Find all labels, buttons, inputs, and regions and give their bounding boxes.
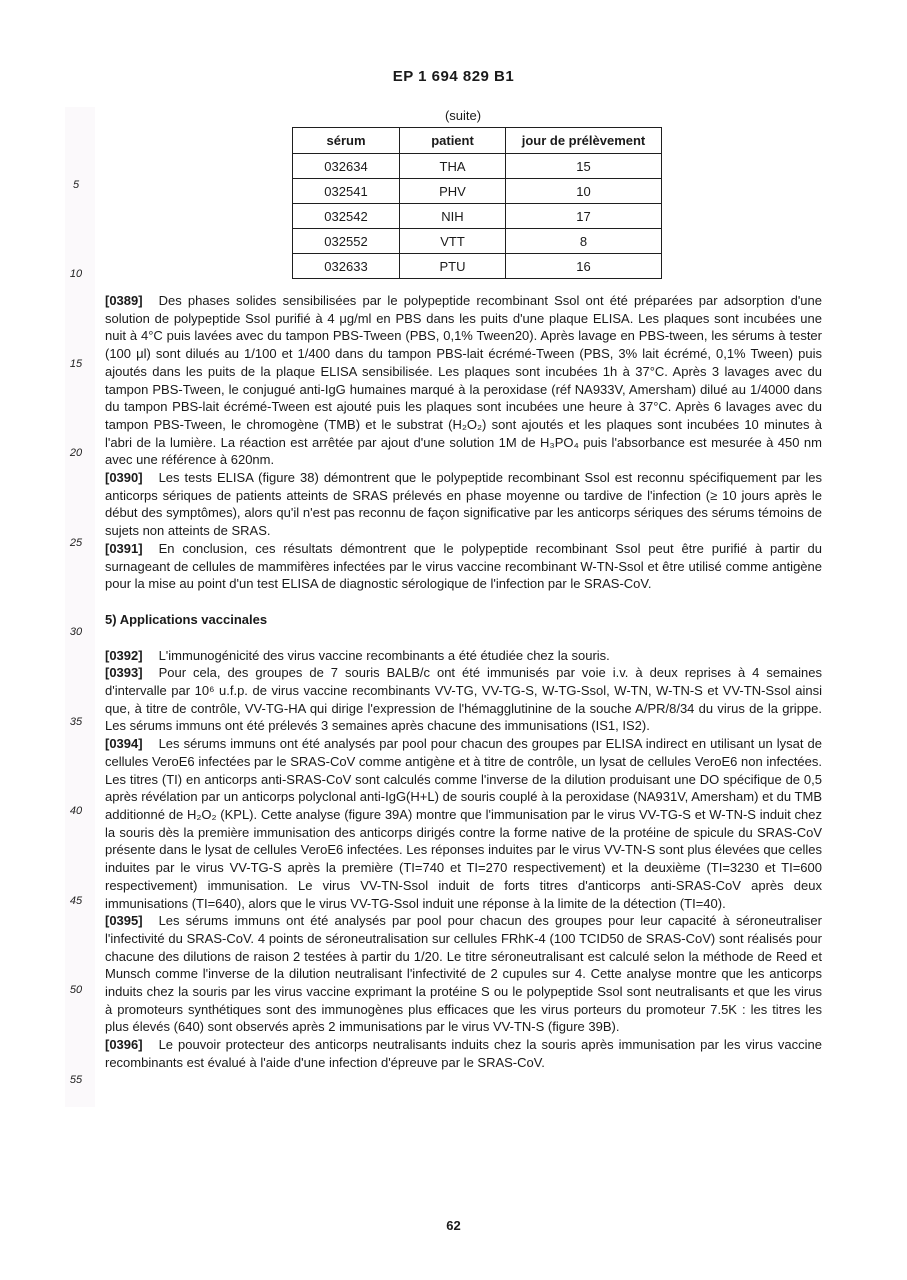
- table-row: [293, 254, 662, 279]
- line-number: 5: [72, 179, 80, 191]
- table-caption: (suite): [444, 108, 482, 123]
- col-header-jour: jour de prélèvement: [506, 128, 662, 154]
- paragraph-number: [0395]: [105, 913, 143, 929]
- cell-serum: 032542: [293, 204, 400, 229]
- patent-number-header: EP 1 694 829 B1: [392, 68, 515, 85]
- cell-jour: 8: [506, 229, 662, 254]
- line-number: 55: [69, 1074, 83, 1086]
- paragraph-0391: [105, 540, 822, 593]
- serum-table: [292, 127, 662, 279]
- paragraph-text: L'immunogénicité des virus vaccine recombinants a été étudiée chez la souris.: [158, 647, 610, 663]
- cell-serum: 032633: [293, 254, 400, 279]
- paragraph-text: Les sérums immuns ont été analysés par pool pour chacun des groupes par ELISA indirect en utilisant un lysat de cellules VeroE6 infectées par le SRAS-CoV comme antigène et à titre de contrôle, un lysat de cellules VeroE6 non infectées. Les titres (TI) en anticorps anti-SRAS-CoV sont calculés comme l'inverse de la dilution produisant une DO spécifique de 0,5 après révélation par un anticorps polyclonal anti-IgG(H+L) de souris couplé à la peroxidase (NA931V, Amersham) et du TMB additionné de H₂O₂ (KPL). Cette analyse (figure 39A) montre que l'immunisation par le virus VV-TG-S et W-TN-S induit chez la souris dès la première immunisation des anticorps dirigés contre la forme native de la protéine de spicule du SRAS-CoV présente dans le lysat de cellules VeroE6 infectées. Les réponses induites par le virus VV-TN-S sont plus élevées que celles induites par le virus VV-TG-S après la première (TI=740 et TI=270 respectivement) et la deuxième (TI=3230 et TI=600 respectivement) immunisation. Le virus VV-TN-Ssol induit de forts titres d'anticorps anti-SRAS-CoV après deux immunisations (TI=640), alors que le virus VV-TG-Ssol induit une réponse à la limite de la détection (TI=40).: [105, 736, 822, 911]
- cell-serum: 032552: [293, 229, 400, 254]
- table-header-row: [293, 128, 662, 154]
- paragraph-0389: [105, 292, 822, 469]
- paragraph-text: En conclusion, ces résultats démontrent que le polypeptide recombinant Ssol peut être purifié à partir du surnageant de cellules de mammifères infectées par le virus vaccine recombinant W-TN-Ssol et être utilisé comme antigène pour la mise au point d'un test ELISA de diagnostic sérologique de l'infection par le SRAS-CoV.: [105, 540, 822, 592]
- line-number: 40: [69, 805, 83, 817]
- cell-serum: 032634: [293, 154, 400, 179]
- paragraph-number: [0393]: [105, 665, 143, 681]
- cell-patient: PHV: [400, 179, 506, 204]
- paragraph-number: [0394]: [105, 736, 143, 752]
- paragraph-text: Des phases solides sensibilisées par le polypeptide recombinant Ssol ont été préparées par adsorption d'une solution de polypeptide Ssol purifié à 4 μg/ml en PBS dans les puits d'une plaque ELISA. Les plaques sont incubées une nuit à 4°C puis lavées avec du tampon PBS-Tween (PBS, 0,1% Tween20). Après lavage en PBS-tween, les sérums à tester (100 μl) sont dilués au 1/100 et 1/400 dans du tampon PBS-lait écrémé-Tween (PBS, 3% lait écrémé, 0,1% Tween) puis ajoutés dans les puits de la plaque ELISA sensibilisée. Les plaques sont incubées 1h à 37°C. Après 3 lavages avec du tampon PBS-Tween, le conjugué anti-IgG humaines marqué à la peroxidase (réf NA933V, Amersham) dilué au 1/4000 dans du tampon PBS-lait écrémé-Tween est ajouté puis les plaques sont incubées une heure à 37°C. Après 6 lavages avec du tampon PBS-Tween, le chromogène (TMB) et le substrat (H₂O₂) sont ajoutés et les plaques sont incubées 10 minutes à l'abri de la lumière. La réaction est arrêtée par ajout d'une solution 1M de H₃PO₄ puis l'absorbance est mesurée à 450 nm avec une référence à 620nm.: [105, 293, 822, 468]
- line-number: 30: [69, 626, 83, 638]
- paragraph-0395: [105, 912, 822, 1036]
- line-number: 25: [69, 537, 83, 549]
- table-row: [293, 229, 662, 254]
- line-number: 10: [69, 268, 83, 280]
- paragraph-number: [0389]: [105, 293, 143, 308]
- line-number: 15: [69, 358, 83, 370]
- paragraph-0390: [105, 469, 822, 540]
- col-header-serum: sérum: [293, 128, 400, 154]
- paragraph-text: Les tests ELISA (figure 38) démontrent que le polypeptide recombinant Ssol est reconnu spécifiquement par les anticorps sériques de patients atteints de SRAS prélevés en phase moyenne ou tardive de l'infection (≥ 10 jours après le début des symptômes), alors qu'il n'est pas reconnu de façon significative par les anticorps sériques des sérums témoins de sujets non atteints de SRAS.: [105, 470, 822, 539]
- paragraph-number: [0392]: [105, 647, 143, 663]
- line-number: 20: [69, 447, 83, 459]
- table-row: [293, 204, 662, 229]
- cell-jour: 15: [506, 154, 662, 179]
- page-number: 62: [446, 1218, 461, 1233]
- table-row: [293, 154, 662, 179]
- section-heading: 5) Applications vaccinales: [105, 611, 268, 627]
- paragraph-text: Le pouvoir protecteur des anticorps neutralisants induits chez la souris après immunisation par les virus vaccine recombinants est évalué à l'aide d'une infection d'épreuve par le SRAS-CoV.: [105, 1037, 822, 1070]
- col-header-patient: patient: [400, 128, 506, 154]
- table-row: [293, 179, 662, 204]
- paragraph-number: [0391]: [105, 540, 143, 556]
- cell-patient: PTU: [400, 254, 506, 279]
- cell-jour: 16: [506, 254, 662, 279]
- cell-jour: 17: [506, 204, 662, 229]
- paragraph-number: [0396]: [105, 1037, 143, 1053]
- line-number: 35: [69, 716, 83, 728]
- paragraph-text: Les sérums immuns ont été analysés par pool pour chacun des groupes pour leur capacité à séroneutraliser l'infectivité du SRAS-CoV. 4 points de séroneutralisation sur cellules FRhK-4 (100 TCID50 de SRAS-CoV) sont réalisés pour chacune des dilutions de raison 2 testées à partir du 1/20. Le titre séroneutralisant est calculé selon la méthode de Reed et Munsch comme l'inverse de la dilution neutralisant l'infectivité de 2 cupules sur 4. Cette analyse montre que les anticorps induits chez la souris par les virus vaccine exprimant la protéine S ou le polypeptide Ssol sont neutralisants et que les virus à promoteurs synthétiques sont des immunogènes plus efficaces que les virus porteurs du promoteur 7.5K : les titres les plus élevés (640) sont observés après 2 immunisations par le virus VV-TN-S (figure 39B).: [105, 913, 822, 1035]
- paragraph-0393: [105, 664, 822, 735]
- cell-patient: VTT: [400, 229, 506, 254]
- paragraph-0396: [105, 1036, 822, 1071]
- paragraph-text: Pour cela, des groupes de 7 souris BALB/c ont été immunisés par voie i.v. à deux reprises à 4 semaines d'intervalle par 10⁶ u.f.p. de virus vaccine recombinants VV-TG, VV-TG-S, W-TG-Ssol, W-TN, W-TN-S et VV-TN-Ssol ainsi que, à titre de contrôle, VV-TG-HA qui dirige l'expression de l'hémagglutinine de la souche A/PR/8/34 du virus de la grippe. Les sérums immuns ont été prélevés 3 semaines après chacune des immunisations (IS1, IS2).: [105, 665, 822, 734]
- line-number: 50: [69, 984, 83, 996]
- cell-patient: NIH: [400, 204, 506, 229]
- cell-patient: THA: [400, 154, 506, 179]
- cell-serum: 032541: [293, 179, 400, 204]
- line-number: 45: [69, 895, 83, 907]
- body-text: [105, 292, 822, 1072]
- paragraph-0392: [105, 647, 822, 665]
- cell-jour: 10: [506, 179, 662, 204]
- scan-margin-strip: [65, 107, 95, 1107]
- paragraph-number: [0390]: [105, 470, 143, 486]
- paragraph-0394: [105, 735, 822, 912]
